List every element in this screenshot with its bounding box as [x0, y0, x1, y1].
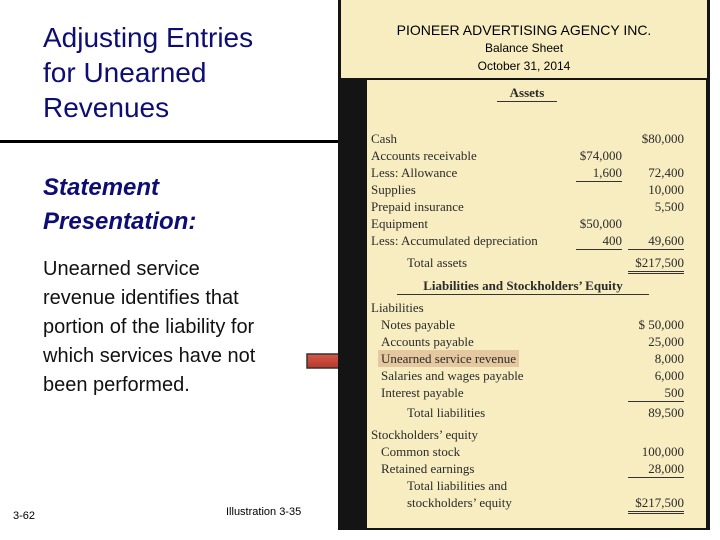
liability-row [367, 367, 706, 384]
section-subhead [43, 171, 313, 239]
asset-label: Cash [371, 131, 397, 146]
asset-label: Accounts receivable [371, 148, 477, 163]
equity-row [367, 460, 706, 477]
total-assets-label: Total assets [407, 255, 468, 270]
liability-row-highlighted [367, 350, 706, 367]
asset-label: Less: Accumulated depreciation [371, 233, 538, 248]
liability-label: Notes payable [381, 317, 456, 332]
asset-label: Less: Allowance [371, 165, 458, 180]
liability-row [367, 316, 706, 333]
equity-row [367, 443, 706, 460]
total-liabilities-label: Total liabilities [407, 405, 486, 420]
asset-col1: $50,000 [579, 216, 622, 231]
title-divider [0, 140, 342, 143]
subhead-line: Statement [43, 174, 160, 201]
liability-row [367, 384, 706, 401]
asset-col2: 5,500 [654, 199, 684, 214]
total-le-row [367, 477, 706, 494]
liability-value: 500 [628, 384, 684, 402]
equity-heading-row [367, 426, 706, 443]
liability-label: Accounts payable [381, 334, 474, 349]
body-line: portion of the liability for [43, 316, 255, 338]
liability-label: Interest payable [381, 385, 464, 400]
total-le-label: stockholders’ equity [407, 495, 512, 510]
liability-value: $ 50,000 [638, 317, 684, 332]
total-assets-value: $217,500 [628, 254, 684, 274]
asset-row [367, 215, 706, 232]
total-le-value: $217,500 [628, 494, 684, 514]
equity-heading: Stockholders’ equity [371, 427, 478, 442]
liabilities-equity-heading: Liabilities and Stockholders’ Equity [397, 277, 649, 295]
equity-value: 100,000 [641, 444, 684, 459]
liability-label: Unearned service revenue [378, 350, 519, 367]
liability-value: 8,000 [654, 351, 684, 366]
asset-label: Equipment [371, 216, 429, 231]
asset-label: Supplies [371, 182, 416, 197]
illustration-caption: Illustration 3-35 [226, 506, 302, 518]
asset-row [367, 181, 706, 198]
page-number: 3-62 [13, 510, 36, 522]
total-liabilities-value: 89,500 [648, 405, 684, 420]
asset-col2: 72,400 [648, 165, 684, 180]
asset-row [367, 164, 706, 181]
asset-col1: 1,600 [576, 164, 622, 182]
title-line: Revenues [43, 92, 170, 123]
liability-label: Salaries and wages payable [381, 368, 524, 383]
body-paragraph [43, 255, 293, 400]
asset-row [367, 232, 706, 249]
asset-label: Prepaid insurance [371, 199, 464, 214]
asset-row [367, 147, 706, 164]
body-line: Unearned service [43, 258, 200, 280]
company-name: PIONEER ADVERTISING AGENCY INC. [396, 22, 652, 38]
subhead-line: Presentation: [43, 208, 197, 235]
equity-value: 28,000 [628, 460, 684, 478]
balance-sheet-header [341, 0, 707, 78]
liability-row [367, 333, 706, 350]
equity-label: Common stock [381, 444, 461, 459]
body-line: revenue identifies that [43, 287, 239, 309]
title-line: for Unearned [43, 57, 207, 88]
slide-title [43, 20, 303, 125]
asset-row [367, 198, 706, 215]
assets-heading-row [367, 84, 706, 101]
le-heading-row [367, 277, 706, 294]
asset-col1: 400 [576, 232, 622, 250]
liability-value: 6,000 [654, 368, 684, 383]
asset-col1: $74,000 [579, 148, 622, 163]
asset-col2: $80,000 [641, 131, 684, 146]
body-line: which services have not [43, 345, 256, 367]
balance-sheet-body [367, 80, 706, 528]
statement-name: Balance Sheet [484, 41, 564, 55]
title-line: Adjusting Entries [43, 22, 254, 53]
equity-label: Retained earnings [381, 461, 475, 476]
total-assets-row [367, 254, 706, 271]
total-le-row [367, 494, 706, 511]
total-liabilities-row [367, 404, 706, 421]
asset-row [367, 130, 706, 147]
liabilities-heading-row [367, 299, 706, 316]
body-line: been performed. [43, 374, 190, 396]
statement-date: October 31, 2014 [477, 59, 571, 73]
asset-col2: 49,600 [628, 232, 684, 250]
total-le-label: Total liabilities and [407, 478, 508, 493]
liabilities-heading: Liabilities [371, 300, 424, 315]
assets-heading: Assets [497, 84, 557, 102]
liability-value: 25,000 [648, 334, 684, 349]
balance-sheet-illustration [338, 0, 710, 530]
asset-col2: 10,000 [648, 182, 684, 197]
